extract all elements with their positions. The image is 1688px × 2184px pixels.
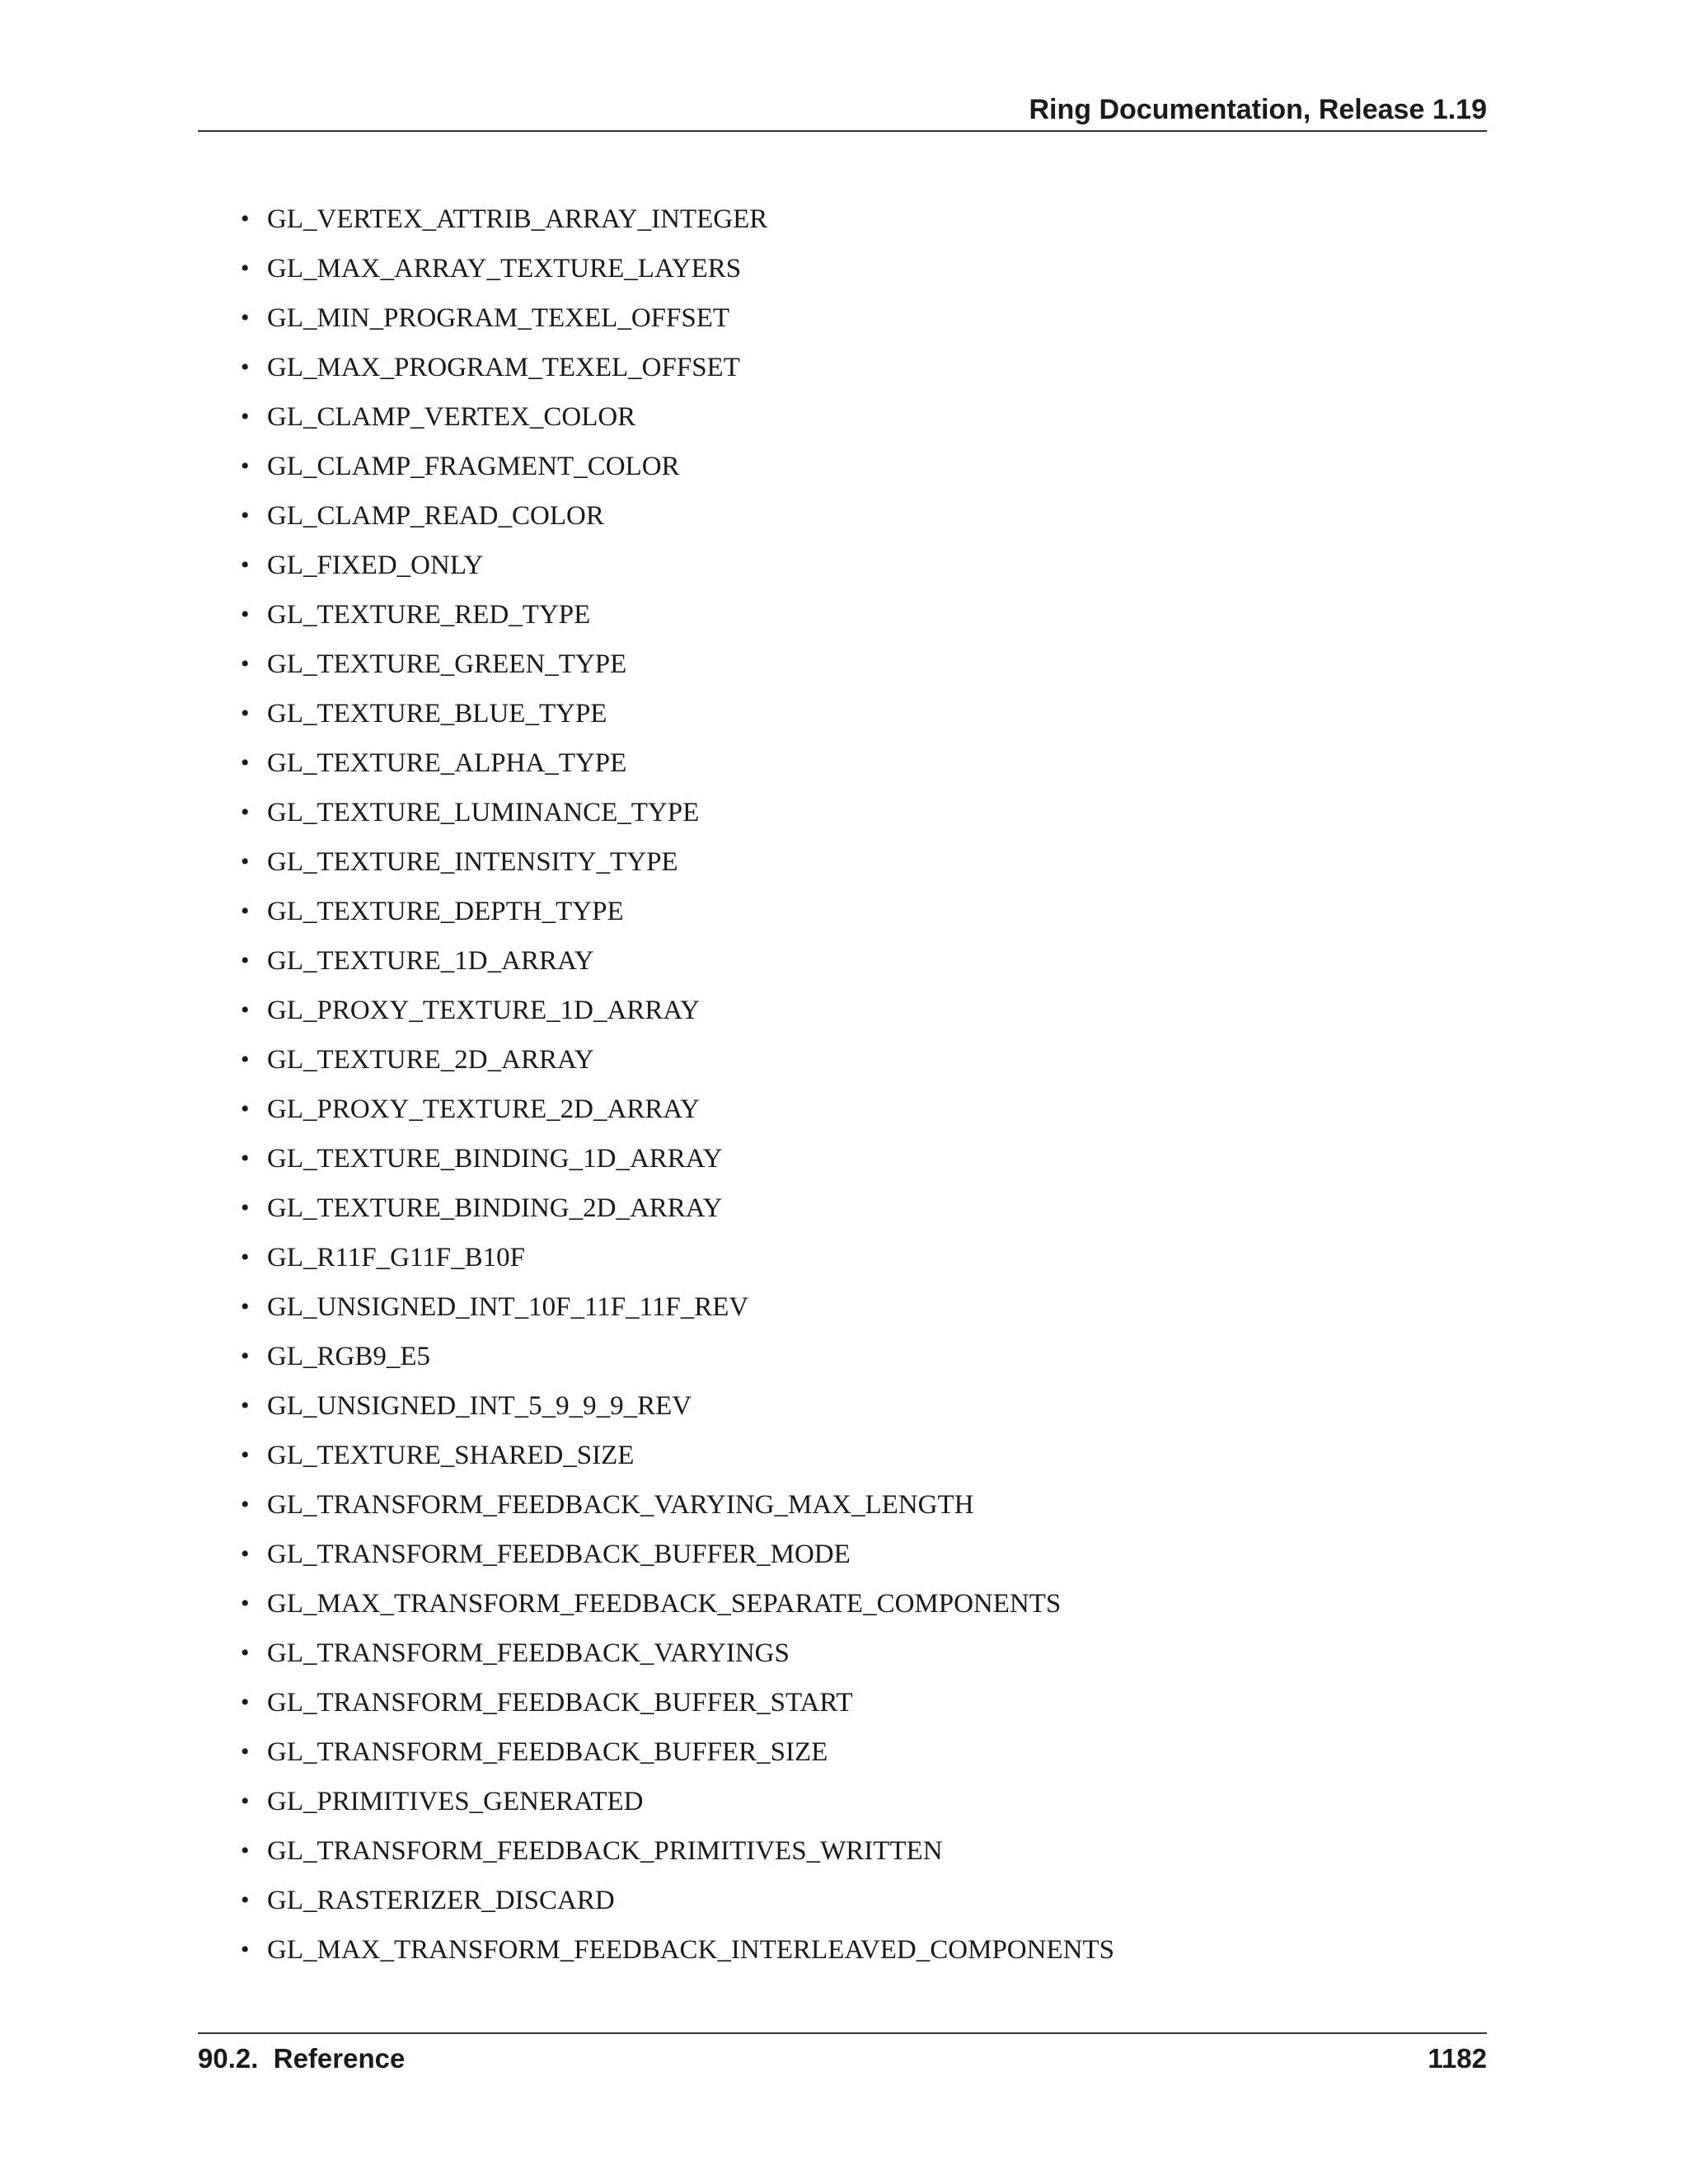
list-item [198, 1183, 1487, 1233]
bullet-icon: • [241, 1244, 250, 1271]
list-item [198, 1480, 1487, 1530]
bullet-icon: • [241, 1540, 250, 1568]
list-item-text: GL_UNSIGNED_INT_10F_11F_11F_REV [267, 1292, 749, 1322]
list-item-text: GL_MAX_PROGRAM_TEXEL_OFFSET [267, 353, 740, 382]
list-item-text: GL_TEXTURE_2D_ARRAY [267, 1045, 594, 1075]
list-item-text: GL_TEXTURE_DEPTH_TYPE [267, 897, 624, 926]
list-item-text: GL_TEXTURE_BLUE_TYPE [267, 699, 607, 729]
list-item [198, 1629, 1487, 1678]
header-title: Ring Documentation, Release 1.19 [1029, 94, 1487, 125]
bullet-icon: • [241, 1837, 250, 1864]
list-item [198, 788, 1487, 837]
list-item-text: GL_CLAMP_VERTEX_COLOR [267, 402, 636, 432]
list-item [198, 936, 1487, 986]
list-item [198, 986, 1487, 1035]
bullet-icon: • [241, 1590, 250, 1617]
list-item [198, 837, 1487, 887]
bullet-icon: • [241, 403, 250, 430]
list-item-text: GL_MAX_ARRAY_TEXTURE_LAYERS [267, 254, 742, 284]
list-item [198, 244, 1487, 293]
bullet-icon: • [241, 1936, 250, 1963]
bullet-icon: • [241, 1145, 250, 1172]
list-item-text: GL_MIN_PROGRAM_TEXEL_OFFSET [267, 303, 730, 333]
list-item [198, 293, 1487, 343]
bullet-icon: • [241, 1738, 250, 1765]
list-item-text: GL_TRANSFORM_FEEDBACK_PRIMITIVES_WRITTEN [267, 1836, 943, 1866]
bullet-icon: • [241, 1886, 250, 1914]
list-item [198, 1233, 1487, 1282]
bullet-icon: • [241, 452, 250, 480]
bullet-icon: • [241, 799, 250, 826]
list-item-text: GL_RASTERIZER_DISCARD [267, 1886, 615, 1915]
bullet-icon: • [241, 749, 250, 776]
bullet-icon: • [241, 1194, 250, 1221]
list-item-text: GL_TEXTURE_BINDING_2D_ARRAY [267, 1193, 723, 1223]
bullet-icon: • [241, 1392, 250, 1419]
list-item [198, 1282, 1487, 1332]
list-item [198, 640, 1487, 689]
constant-list [198, 194, 1487, 1975]
bullet-icon: • [241, 354, 250, 381]
list-item-text: GL_TRANSFORM_FEEDBACK_BUFFER_MODE [267, 1540, 851, 1569]
list-item [198, 1035, 1487, 1085]
page-header [198, 89, 1487, 132]
list-item-text: GL_RGB9_E5 [267, 1342, 430, 1371]
list-item-text: GL_MAX_TRANSFORM_FEEDBACK_INTERLEAVED_COMPONENTS [267, 1935, 1114, 1965]
bullet-icon: • [241, 650, 250, 677]
list-item [198, 1134, 1487, 1183]
list-item-text: GL_MAX_TRANSFORM_FEEDBACK_SEPARATE_COMPONENTS [267, 1589, 1062, 1619]
bullet-icon: • [241, 947, 250, 974]
bullet-icon: • [241, 502, 250, 529]
list-item-text: GL_TEXTURE_GREEN_TYPE [267, 649, 627, 679]
list-item-text: GL_TRANSFORM_FEEDBACK_BUFFER_START [267, 1688, 853, 1718]
bullet-icon: • [241, 848, 250, 875]
bullet-icon: • [241, 700, 250, 727]
bullet-icon: • [241, 996, 250, 1024]
list-item-text: GL_TEXTURE_ALPHA_TYPE [267, 748, 627, 778]
list-item [198, 1530, 1487, 1579]
list-item [198, 1826, 1487, 1876]
list-item-text: GL_PROXY_TEXTURE_2D_ARRAY [267, 1094, 700, 1124]
list-item [198, 738, 1487, 788]
list-item-text: GL_CLAMP_READ_COLOR [267, 501, 604, 531]
list-item-text: GL_TEXTURE_INTENSITY_TYPE [267, 847, 678, 877]
bullet-icon: • [241, 1788, 250, 1815]
bullet-icon: • [241, 304, 250, 331]
bullet-icon: • [241, 1343, 250, 1370]
list-item [198, 541, 1487, 590]
list-item [198, 1431, 1487, 1480]
bullet-icon: • [241, 1293, 250, 1320]
list-item-text: GL_TRANSFORM_FEEDBACK_VARYING_MAX_LENGTH [267, 1490, 974, 1520]
list-item [198, 1777, 1487, 1826]
bullet-icon: • [241, 1046, 250, 1073]
list-item [198, 1085, 1487, 1134]
list-item-text: GL_TEXTURE_1D_ARRAY [267, 946, 594, 976]
list-item-text: GL_TEXTURE_SHARED_SIZE [267, 1441, 635, 1470]
list-item [198, 1579, 1487, 1629]
list-item-text: GL_VERTEX_ATTRIB_ARRAY_INTEGER [267, 204, 768, 234]
list-item [198, 392, 1487, 442]
list-item-text: GL_TRANSFORM_FEEDBACK_BUFFER_SIZE [267, 1737, 828, 1767]
bullet-icon: • [241, 205, 250, 232]
list-item-text: GL_PROXY_TEXTURE_1D_ARRAY [267, 996, 700, 1025]
bullet-icon: • [241, 1689, 250, 1716]
list-item-text: GL_PRIMITIVES_GENERATED [267, 1787, 644, 1816]
list-item-text: GL_TEXTURE_LUMINANCE_TYPE [267, 798, 700, 827]
list-item [198, 590, 1487, 640]
list-item [198, 194, 1487, 244]
list-item [198, 491, 1487, 541]
bullet-icon: • [241, 551, 250, 579]
list-item [198, 1925, 1487, 1975]
bullet-icon: • [241, 898, 250, 925]
list-item [198, 1678, 1487, 1727]
list-item [198, 887, 1487, 936]
footer-section-title: 90.2. Reference [198, 2043, 406, 2074]
page-footer [198, 2032, 1487, 2079]
list-item-text: GL_TRANSFORM_FEEDBACK_VARYINGS [267, 1638, 790, 1668]
bullet-icon: • [241, 255, 250, 282]
list-item [198, 1332, 1487, 1381]
list-item [198, 1381, 1487, 1431]
list-item [198, 343, 1487, 392]
list-item-text: GL_FIXED_ONLY [267, 551, 484, 580]
list-item [198, 442, 1487, 491]
bullet-icon: • [241, 601, 250, 628]
bullet-icon: • [241, 1441, 250, 1469]
bullet-icon: • [241, 1491, 250, 1518]
list-item-text: GL_TEXTURE_BINDING_1D_ARRAY [267, 1144, 723, 1174]
list-item [198, 1876, 1487, 1925]
bullet-icon: • [241, 1639, 250, 1666]
list-item-text: GL_CLAMP_FRAGMENT_COLOR [267, 452, 680, 481]
list-item-text: GL_R11F_G11F_B10F [267, 1243, 525, 1272]
page-number: 1182 [1428, 2043, 1487, 2074]
list-item [198, 689, 1487, 738]
list-item [198, 1727, 1487, 1777]
list-item-text: GL_TEXTURE_RED_TYPE [267, 600, 591, 630]
list-item-text: GL_UNSIGNED_INT_5_9_9_9_REV [267, 1391, 692, 1421]
bullet-icon: • [241, 1095, 250, 1122]
